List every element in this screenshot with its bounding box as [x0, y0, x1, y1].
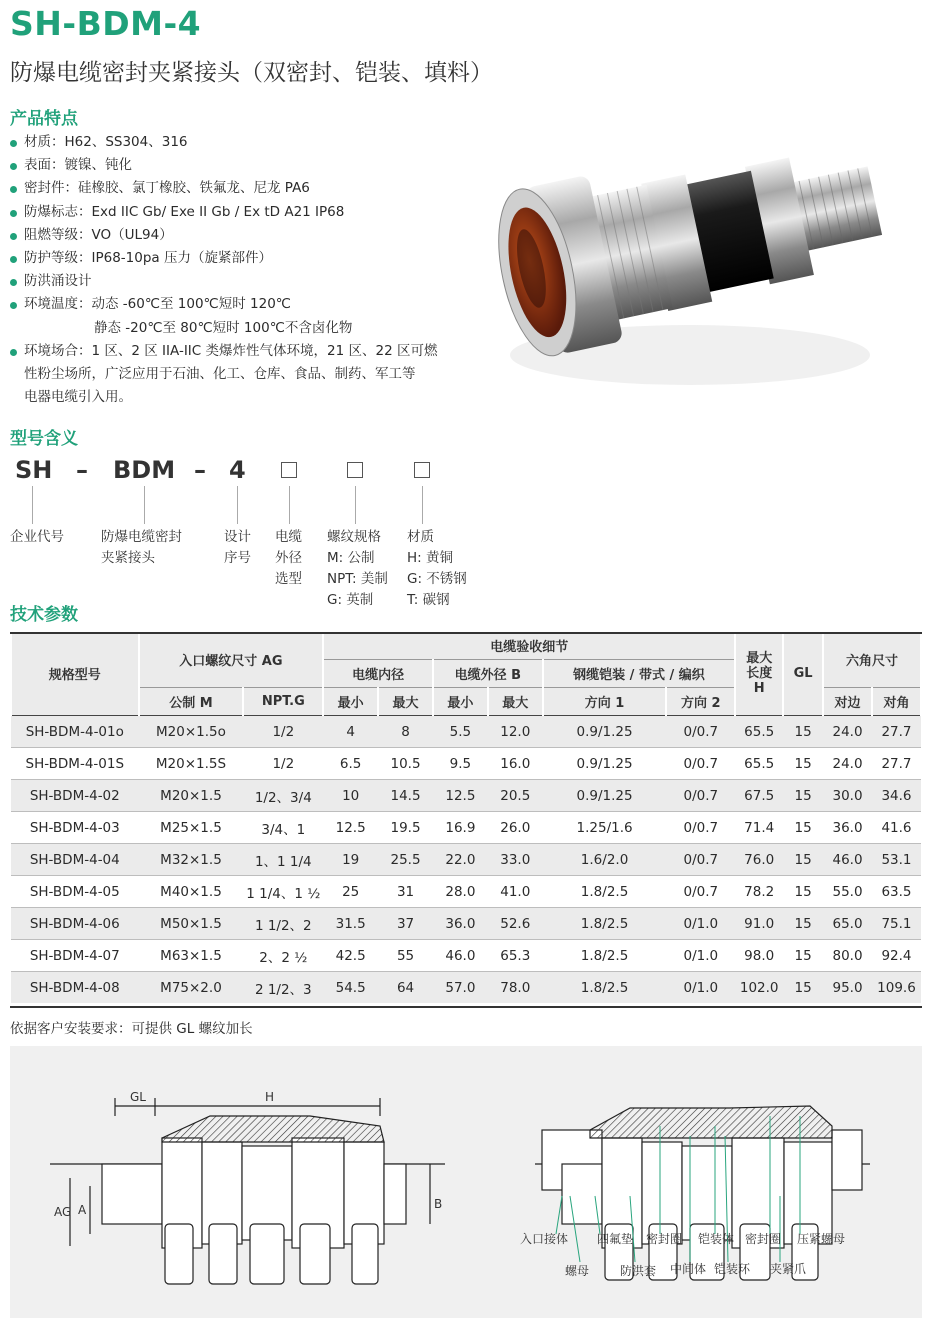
- part-label: 入口接体: [520, 1232, 569, 1246]
- table-cell: SH-BDM-4-01S: [11, 748, 139, 780]
- feature-item: 表面：镀镍、钝化: [10, 154, 480, 177]
- table-cell: 10.5: [378, 748, 433, 780]
- table-cell: 1.8/2.5: [543, 908, 667, 940]
- model-placeholder-box: [414, 462, 430, 478]
- col-header-min: 最小: [323, 688, 378, 716]
- table-cell: 15: [783, 716, 823, 748]
- table-cell: 1.8/2.5: [543, 876, 667, 908]
- table-cell: 15: [783, 908, 823, 940]
- table-cell: 31.5: [323, 908, 378, 940]
- model-code-4: 4: [229, 456, 246, 484]
- model-code-dash: –: [194, 456, 206, 484]
- model-code-sh: SH: [15, 456, 53, 484]
- table-cell: 78.0: [488, 972, 543, 1004]
- features-list: [10, 131, 480, 409]
- feature-item-continued: 电器电缆引入用。: [24, 389, 132, 406]
- table-cell: 52.6: [488, 908, 543, 940]
- table-cell: 64: [378, 972, 433, 1004]
- part-label: 压紧螺母: [797, 1232, 846, 1246]
- table-cell: 65.5: [735, 748, 783, 780]
- dim-label-gl: GL: [130, 1090, 146, 1104]
- part-label: 铠装体: [698, 1232, 735, 1246]
- table-cell: 54.5: [323, 972, 378, 1004]
- bullet-icon: [10, 186, 17, 193]
- table-cell: 16.0: [488, 748, 543, 780]
- table-cell: 1.8/2.5: [543, 972, 667, 1004]
- part-label: 夹紧爪: [770, 1262, 807, 1276]
- table-cell: SH-BDM-4-04: [11, 844, 139, 876]
- table-cell: SH-BDM-4-06: [11, 908, 139, 940]
- table-bottom-rule: [10, 1006, 922, 1008]
- table-cell: 15: [783, 812, 823, 844]
- table-cell: M75×2.0: [139, 972, 244, 1004]
- table-cell: 4: [323, 716, 378, 748]
- col-header-flat: 对边: [823, 688, 872, 716]
- table-cell: SH-BDM-4-01o: [11, 716, 139, 748]
- table-cell: 34.6: [872, 780, 921, 812]
- table-cell: M25×1.5: [139, 812, 244, 844]
- table-cell: 36.0: [433, 908, 488, 940]
- model-heading: 型号含义: [10, 429, 78, 449]
- col-header-inner: 电缆内径: [323, 660, 433, 688]
- table-cell: M20×1.5S: [139, 748, 244, 780]
- table-cell: 76.0: [735, 844, 783, 876]
- table-cell: 1/2: [243, 716, 323, 748]
- col-header-outer: 电缆外径 B: [433, 660, 543, 688]
- col-header-npt: NPT.G: [243, 688, 323, 716]
- table-cell: 28.0: [433, 876, 488, 908]
- outline-drawing: [50, 1098, 445, 1284]
- table-cell: 80.0: [823, 940, 872, 972]
- leader-line: [32, 486, 33, 524]
- col-header-dir1: 方向 1: [543, 688, 667, 716]
- table-cell: 41.0: [488, 876, 543, 908]
- col-header-gl: GL: [783, 632, 823, 716]
- table-cell: 0/0.7: [666, 748, 735, 780]
- table-cell: 1/2、3/4: [243, 780, 323, 812]
- table-cell: 25: [323, 876, 378, 908]
- bullet-icon: [10, 256, 17, 263]
- table-cell: 20.5: [488, 780, 543, 812]
- features-heading: 产品特点: [10, 109, 78, 129]
- table-cell: SH-BDM-4-07: [11, 940, 139, 972]
- table-cell: 33.0: [488, 844, 543, 876]
- table-cell: 65.5: [735, 716, 783, 748]
- specs-heading: 技术参数: [10, 605, 78, 625]
- feature-item: 防护等级：IP68-10pa 压力（旋紧部件）: [10, 247, 480, 270]
- table-cell: 15: [783, 876, 823, 908]
- table-cell: 75.1: [872, 908, 921, 940]
- dim-label-ag: AG: [54, 1205, 72, 1219]
- col-header-max: 最大: [378, 688, 433, 716]
- table-cell: 1 1/4、1 ½: [243, 876, 323, 908]
- table-cell: 22.0: [433, 844, 488, 876]
- install-note: 依据客户安装要求：可提供 GL 螺纹加长: [10, 1021, 253, 1037]
- table-cell: 95.0: [823, 972, 872, 1004]
- col-header-max: 最大: [488, 688, 543, 716]
- col-header-model: 规格型号: [11, 632, 139, 716]
- part-label: 四氟垫: [597, 1232, 634, 1246]
- leader-line: [237, 486, 238, 524]
- feature-item: 密封件：硅橡胶、氯丁橡胶、铁氟龙、尼龙 PA6: [10, 177, 480, 200]
- table-cell: 27.7: [872, 716, 921, 748]
- table-cell: 67.5: [735, 780, 783, 812]
- model-label-cable: 电缆 外径 选型: [275, 529, 302, 587]
- table-cell: 65.0: [823, 908, 872, 940]
- table-cell: 5.5: [433, 716, 488, 748]
- part-label: 密封圈: [745, 1232, 782, 1246]
- table-cell: 36.0: [823, 812, 872, 844]
- table-cell: 12.5: [433, 780, 488, 812]
- feature-item-continued: 性粉尘场所，广泛应用于石油、化工、仓库、食品、制药、军工等: [24, 366, 416, 383]
- model-label-material: 材质 H: 黄铜 G: 不锈钢 T: 碳钢: [407, 529, 467, 608]
- col-header-min: 最小: [433, 688, 488, 716]
- dim-label-a: A: [78, 1203, 87, 1217]
- model-placeholder-box: [281, 462, 297, 478]
- table-cell: 24.0: [823, 748, 872, 780]
- col-header-dir2: 方向 2: [666, 688, 735, 716]
- feature-item: 材质：H62、SS304、316: [10, 131, 480, 154]
- table-cell: 0/0.7: [666, 812, 735, 844]
- col-header-corner: 对角: [872, 688, 921, 716]
- part-label: 防洪套: [620, 1264, 657, 1278]
- table-cell: 55.0: [823, 876, 872, 908]
- table-cell: 42.5: [323, 940, 378, 972]
- table-cell: 12.5: [323, 812, 378, 844]
- table-cell: 15: [783, 748, 823, 780]
- table-cell: SH-BDM-4-02: [11, 780, 139, 812]
- col-header-hex: 六角尺寸: [823, 632, 921, 688]
- table-cell: SH-BDM-4-05: [11, 876, 139, 908]
- table-cell: 0.9/1.25: [543, 748, 667, 780]
- table-cell: 2 1/2、3: [243, 972, 323, 1004]
- table-cell: 0/1.0: [666, 908, 735, 940]
- dim-label-b: B: [434, 1197, 443, 1211]
- table-row: [11, 748, 921, 780]
- product-photo: [470, 85, 920, 415]
- leader-line: [289, 486, 290, 524]
- table-row: [11, 940, 921, 972]
- table-cell: 65.3: [488, 940, 543, 972]
- table-cell: M40×1.5: [139, 876, 244, 908]
- table-cell: 15: [783, 780, 823, 812]
- table-cell: 92.4: [872, 940, 921, 972]
- table-cell: 0/0.7: [666, 716, 735, 748]
- table-cell: 31: [378, 876, 433, 908]
- table-cell: 41.6: [872, 812, 921, 844]
- model-placeholder-box: [347, 462, 363, 478]
- table-cell: 25.5: [378, 844, 433, 876]
- table-cell: 1/2: [243, 748, 323, 780]
- table-cell: 1.6/2.0: [543, 844, 667, 876]
- table-cell: SH-BDM-4-08: [11, 972, 139, 1004]
- table-cell: 46.0: [433, 940, 488, 972]
- table-cell: 57.0: [433, 972, 488, 1004]
- section-drawing: [535, 1106, 870, 1280]
- table-cell: M50×1.5: [139, 908, 244, 940]
- feature-item: 防洪涌设计: [10, 270, 480, 293]
- leader-line: [144, 486, 145, 524]
- col-header-entry: 入口螺纹尺寸 AG: [139, 632, 324, 688]
- leader-line: [355, 486, 356, 524]
- table-cell: 46.0: [823, 844, 872, 876]
- part-label: 密封圈: [646, 1232, 683, 1246]
- table-cell: 91.0: [735, 908, 783, 940]
- table-cell: M32×1.5: [139, 844, 244, 876]
- table-cell: 9.5: [433, 748, 488, 780]
- bullet-icon: [10, 279, 17, 286]
- table-cell: 102.0: [735, 972, 783, 1004]
- part-label: 螺母: [565, 1264, 590, 1278]
- bullet-icon: [10, 233, 17, 240]
- part-label: 铠装环: [714, 1262, 751, 1276]
- feature-item: 阻燃等级：VO（UL94）: [10, 224, 480, 247]
- part-label: 中间体: [670, 1262, 707, 1276]
- table-cell: 71.4: [735, 812, 783, 844]
- page-title: SH-BDM-4: [10, 4, 202, 43]
- table-cell: 10: [323, 780, 378, 812]
- table-cell: 8: [378, 716, 433, 748]
- table-cell: 26.0: [488, 812, 543, 844]
- table-cell: 0/0.7: [666, 780, 735, 812]
- table-row: [11, 716, 921, 748]
- table-cell: 3/4、1: [243, 812, 323, 844]
- table-cell: 109.6: [872, 972, 921, 1004]
- table-cell: 24.0: [823, 716, 872, 748]
- col-header-metric: 公制 M: [139, 688, 244, 716]
- table-row: [11, 812, 921, 844]
- table-cell: 0.9/1.25: [543, 780, 667, 812]
- col-header-length: 最大 长度 H: [735, 632, 783, 716]
- feature-item: 防爆标志：Exd IIC Gb/ Exe II Gb / Ex tD A21 IP68: [10, 201, 480, 224]
- table-cell: 30.0: [823, 780, 872, 812]
- table-cell: 14.5: [378, 780, 433, 812]
- dim-label-h: H: [265, 1090, 275, 1104]
- table-cell: 2、2 ½: [243, 940, 323, 972]
- table-row: [11, 780, 921, 812]
- table-cell: 1.8/2.5: [543, 940, 667, 972]
- drawing-panel: [10, 1046, 922, 1318]
- table-row: [11, 876, 921, 908]
- model-code-dash: –: [76, 456, 88, 484]
- spec-table: [10, 632, 922, 1003]
- table-cell: 27.7: [872, 748, 921, 780]
- table-cell: 19: [323, 844, 378, 876]
- col-header-armor: 钢缆铠装 / 带式 / 编织: [543, 660, 736, 688]
- table-cell: 1 1/2、2: [243, 908, 323, 940]
- model-label-name: 防爆电缆密封 夹紧接头: [101, 529, 182, 566]
- model-code-bdm: BDM: [113, 456, 176, 484]
- table-cell: 0/0.7: [666, 844, 735, 876]
- table-cell: 98.0: [735, 940, 783, 972]
- table-cell: 12.0: [488, 716, 543, 748]
- feature-item: 环境温度：动态 -60℃至 100℃短时 120℃: [10, 293, 480, 316]
- table-cell: 15: [783, 972, 823, 1004]
- model-label-design: 设计 序号: [224, 529, 251, 566]
- table-cell: 0/1.0: [666, 972, 735, 1004]
- leader-line: [422, 486, 423, 524]
- col-header-cable-range: 电缆验收细节: [323, 632, 735, 660]
- table-cell: 37: [378, 908, 433, 940]
- technical-drawing: [10, 1046, 922, 1318]
- table-cell: 55: [378, 940, 433, 972]
- bullet-icon: [10, 163, 17, 170]
- bullet-icon: [10, 302, 17, 309]
- bullet-icon: [10, 349, 17, 356]
- table-cell: 63.5: [872, 876, 921, 908]
- table-cell: 15: [783, 844, 823, 876]
- table-cell: 6.5: [323, 748, 378, 780]
- table-row: [11, 844, 921, 876]
- table-top-rule: [10, 632, 922, 634]
- table-cell: 0/1.0: [666, 940, 735, 972]
- feature-item: 环境场合：1 区、2 区 IIA-IIC 类爆炸性气体环境，21 区、22 区可燃: [10, 340, 480, 363]
- feature-item-continued: 静态 -20℃至 80℃短时 100℃不含卤化物: [94, 319, 353, 336]
- table-cell: 15: [783, 940, 823, 972]
- page-subtitle: 防爆电缆密封夹紧接头（双密封、铠装、填料）: [10, 60, 493, 86]
- table-cell: 1、1 1/4: [243, 844, 323, 876]
- bullet-icon: [10, 210, 17, 217]
- table-cell: M20×1.5: [139, 780, 244, 812]
- table-cell: 0/0.7: [666, 876, 735, 908]
- bullet-icon: [10, 140, 17, 147]
- table-cell: 16.9: [433, 812, 488, 844]
- model-label-company: 企业代号: [10, 529, 64, 545]
- table-cell: 78.2: [735, 876, 783, 908]
- table-cell: 0.9/1.25: [543, 716, 667, 748]
- table-row: [11, 972, 921, 1004]
- model-label-thread: 螺纹规格 M: 公制 NPT: 美制 G: 英制: [327, 529, 388, 608]
- table-cell: M63×1.5: [139, 940, 244, 972]
- table-cell: 19.5: [378, 812, 433, 844]
- table-cell: M20×1.5o: [139, 716, 244, 748]
- table-row: [11, 908, 921, 940]
- table-cell: 53.1: [872, 844, 921, 876]
- table-cell: 1.25/1.6: [543, 812, 667, 844]
- table-cell: SH-BDM-4-03: [11, 812, 139, 844]
